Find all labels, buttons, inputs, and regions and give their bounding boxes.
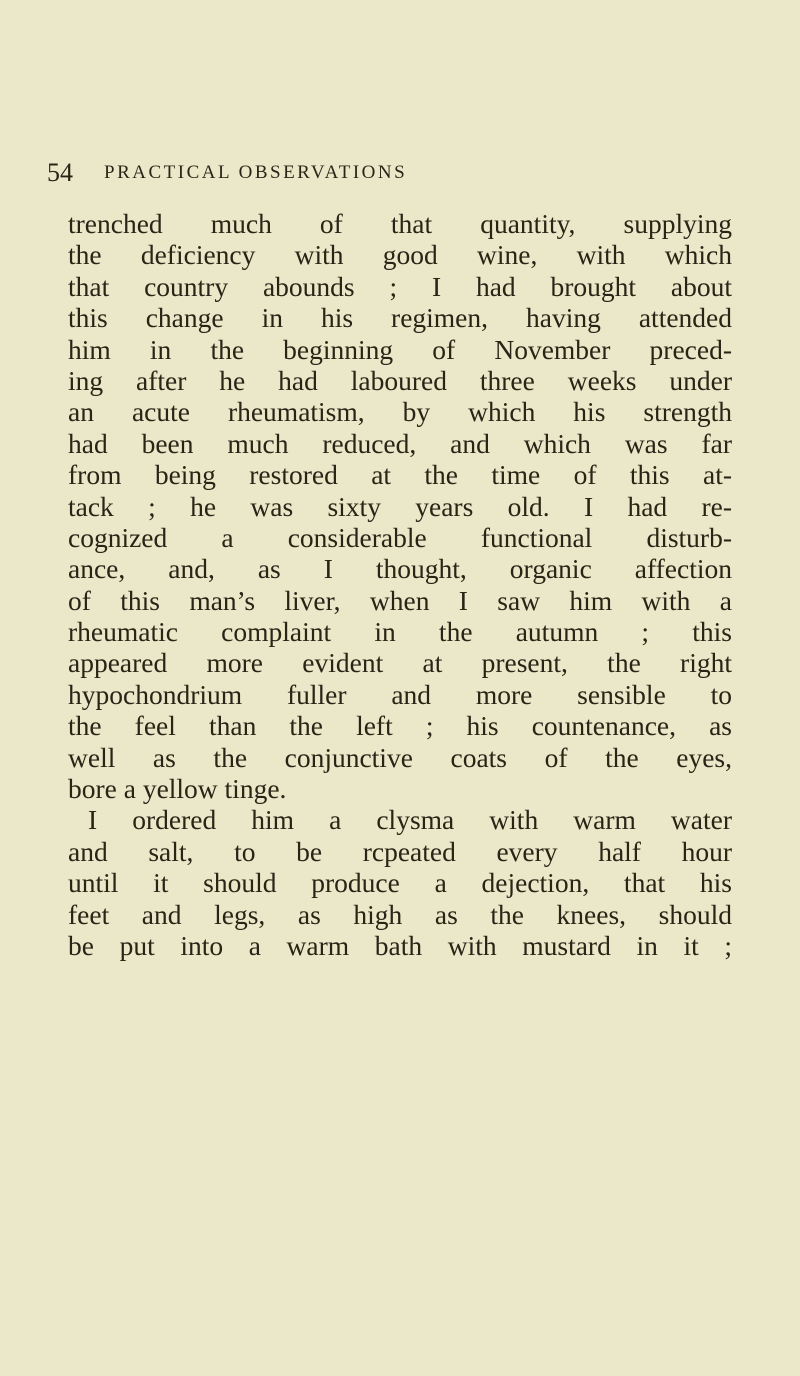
- text-line: had been much reduced, and which was far: [68, 427, 732, 459]
- text-line: the feel than the left ; his countenance, as: [68, 710, 732, 742]
- text-line: bore a yellow tinge.: [68, 773, 287, 805]
- text-line: until it should produce a dejection, that his: [68, 867, 732, 899]
- text-line: tack ; he was sixty years old. I had re-: [68, 490, 732, 522]
- text-line: of this man’s liver, when I saw him with a: [68, 584, 732, 616]
- text-line: from being restored at the time of this at-: [68, 459, 732, 491]
- page-body: [68, 208, 732, 961]
- page-number: 54: [47, 158, 73, 187]
- text-line: well as the conjunctive coats of the eyes,: [68, 741, 732, 773]
- text-line: I ordered him a clysma with warm water: [88, 804, 732, 836]
- text-line: this change in his regimen, having attended: [68, 302, 732, 334]
- text-line: appeared more evident at present, the right: [68, 647, 732, 679]
- text-line: ing after he had laboured three weeks under: [68, 364, 732, 396]
- text-line: the deficiency with good wine, with which: [68, 239, 732, 271]
- text-line: ance, and, as I thought, organic affection: [68, 553, 732, 585]
- text-line: an acute rheumatism, by which his strength: [68, 396, 732, 428]
- text-line: cognized a considerable functional disturb-: [68, 521, 732, 553]
- text-line: hypochondrium fuller and more sensible to: [68, 678, 732, 710]
- text-line: and salt, to be rcpeated every half hour: [68, 835, 732, 867]
- text-line: that country abounds ; I had brought about: [68, 270, 732, 302]
- text-line: him in the beginning of November preced-: [68, 333, 732, 365]
- text-line: trenched much of that quantity, supplying: [68, 208, 732, 239]
- text-line: feet and legs, as high as the knees, should: [68, 898, 732, 930]
- running-head: PRACTICAL OBSERVATIONS: [104, 162, 408, 183]
- text-line: rheumatic complaint in the autumn ; this: [68, 616, 732, 648]
- text-line: be put into a warm bath with mustard in it ;: [68, 929, 732, 961]
